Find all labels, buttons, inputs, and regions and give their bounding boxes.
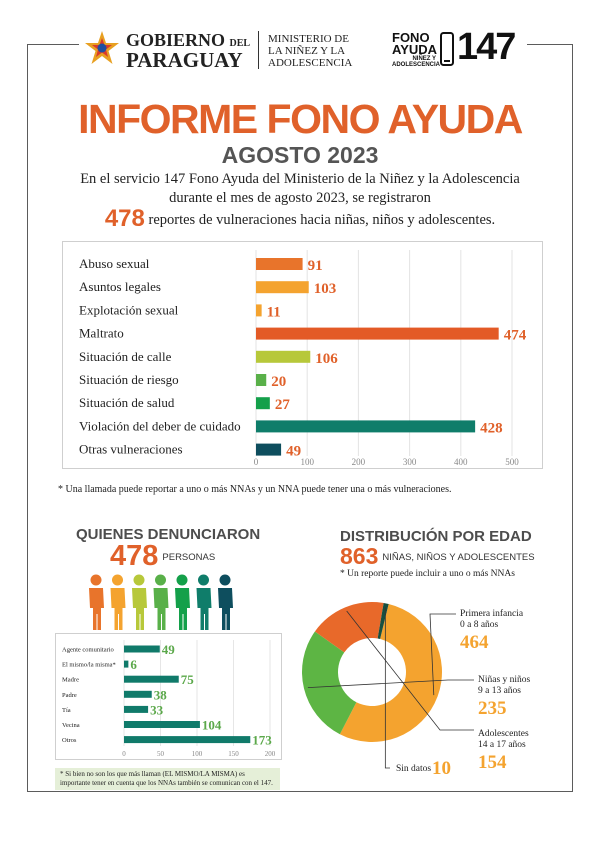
- people-illustration: [86, 574, 246, 632]
- slice-sublabel: 14 a 17 años: [478, 740, 526, 750]
- person-head: [198, 575, 209, 586]
- age-title: DISTRIBUCIÓN POR EDAD: [340, 528, 532, 545]
- ministry-line2: LA NIÑEZ Y LA: [268, 45, 346, 57]
- value-label: 104: [201, 717, 222, 733]
- category-label: Padre: [62, 691, 77, 699]
- value-label: 6: [130, 657, 137, 673]
- category-label: Agente comunitario: [62, 646, 114, 654]
- intro-line3: reportes de vulneraciones hacia niñas, niños y adolescentes.: [148, 212, 496, 228]
- bar: [256, 397, 270, 409]
- fono-number: 147: [457, 26, 515, 68]
- person-head: [155, 575, 166, 586]
- x-tick-label: 400: [454, 457, 468, 467]
- person-head: [91, 575, 102, 586]
- slice-sublabel: 9 a 13 años: [478, 686, 522, 696]
- page-title: INFORME FONO AYUDA: [78, 96, 522, 142]
- slice-value: 154: [478, 752, 507, 773]
- category-label: Situación de salud: [79, 395, 175, 411]
- x-tick-label: 150: [228, 750, 239, 758]
- bar: [256, 374, 266, 386]
- bar: [256, 281, 309, 293]
- gov-line2: PARAGUAY: [126, 48, 243, 72]
- category-label: Situación de riesgo: [79, 372, 179, 387]
- category-label: Asuntos legales: [79, 279, 161, 295]
- person-head: [134, 575, 145, 586]
- phone-icon: [440, 32, 454, 66]
- slice-value: 10: [432, 758, 451, 779]
- bar: [256, 351, 310, 363]
- star-seal-icon: [84, 30, 120, 66]
- slice-label: Niñas y niños: [478, 675, 531, 685]
- x-tick-label: 0: [253, 457, 259, 467]
- category-label: Explotación sexual: [79, 302, 179, 318]
- value-label: 103: [313, 281, 337, 298]
- reporters-total: 478: [110, 540, 159, 572]
- category-label: Vecina: [62, 722, 80, 729]
- x-tick-label: 500: [505, 457, 519, 467]
- bar: [256, 258, 303, 270]
- person-head: [177, 575, 188, 586]
- category-label: El mismo/la misma*: [62, 661, 116, 669]
- value-label: 173: [252, 732, 272, 748]
- person-body: [218, 588, 233, 630]
- frame-top-left: [27, 44, 79, 45]
- person-icon: [132, 575, 147, 631]
- age-total-label: NIÑAS, NIÑOS Y ADOLESCENTES: [382, 552, 535, 563]
- value-label: 474: [503, 327, 527, 344]
- reporters-title: QUIENES DENUNCIARON: [76, 526, 261, 543]
- slice-label: Adolescentes: [478, 729, 529, 739]
- bar: [124, 691, 152, 698]
- person-icon: [89, 575, 104, 631]
- intro-text: [60, 170, 540, 230]
- reporters-note: * Si bien no son los que más llaman (EL MISMO/LA MISMA) es importante tener en cuenta que los NNAs también se comunican con el 147.: [55, 768, 280, 790]
- intro-line2: durante el mes de agosto 2023, se registraron: [169, 190, 431, 206]
- value-label: 27: [274, 397, 290, 414]
- person-icon: [218, 575, 233, 631]
- person-head: [220, 575, 231, 586]
- value-label: 49: [286, 443, 302, 460]
- person-icon: [175, 575, 190, 631]
- gov-line1: GOBIERNO: [126, 30, 226, 50]
- page-subtitle: AGOSTO 2023: [221, 142, 379, 168]
- value-label: 106: [315, 350, 338, 367]
- age-total: 863: [340, 543, 379, 569]
- value-label: 38: [153, 687, 167, 703]
- age-total-row: [340, 543, 535, 570]
- bar: [124, 721, 200, 728]
- violations-note: * Una llamada puede reportar a uno o más NNAs y un NNA puede tener una o más vulneraciones.: [58, 484, 452, 495]
- slice-value: 464: [460, 632, 489, 653]
- frame-top-right: [527, 44, 573, 45]
- person-head: [112, 575, 123, 586]
- value-label: 49: [161, 642, 175, 657]
- slice-sublabel: 0 a 8 años: [460, 620, 499, 630]
- slice-value: 235: [478, 698, 507, 719]
- value-label: 428: [480, 420, 503, 437]
- value-label: 20: [271, 374, 287, 390]
- bar: [124, 706, 148, 713]
- person-icon: [197, 575, 212, 631]
- bar: [124, 661, 128, 668]
- bar: [124, 736, 250, 743]
- category-label: Abuso sexual: [79, 256, 150, 271]
- intro-line1: En el servicio 147 Fono Ayuda del Ministerio de la Niñez y la Adolescencia: [80, 171, 520, 187]
- bar: [124, 676, 179, 683]
- x-tick-label: 50: [157, 750, 164, 758]
- reporters-total-row: [110, 540, 215, 573]
- violations-chart: [63, 242, 544, 470]
- value-label: 33: [150, 702, 164, 718]
- intro-total: 478: [104, 205, 145, 232]
- category-label: Tía: [62, 706, 71, 714]
- reporters-chart: [56, 634, 283, 761]
- x-tick-label: 200: [264, 750, 276, 758]
- ministry-line1: MINISTERIO DE: [268, 33, 349, 45]
- x-tick-label: 100: [191, 750, 203, 758]
- fono-line3: NIÑEZ Y: [412, 56, 436, 62]
- person-body: [154, 588, 169, 630]
- slice-label: Primera infancia: [460, 609, 524, 619]
- person-body: [197, 588, 212, 630]
- bar: [256, 328, 499, 340]
- violations-chart-box: [62, 241, 543, 469]
- category-label: Situación de calle: [79, 348, 172, 364]
- person-icon: [154, 575, 169, 631]
- bar: [256, 304, 262, 316]
- category-label: Maltrato: [79, 325, 124, 341]
- person-icon: [111, 575, 126, 631]
- x-tick-label: 200: [351, 457, 366, 467]
- header-divider: [258, 31, 259, 69]
- reporters-total-label: PERSONAS: [162, 552, 216, 563]
- age-donut-chart: [300, 590, 570, 790]
- reporters-chart-box: [55, 633, 282, 760]
- person-body: [111, 588, 126, 630]
- category-label: Otras vulneraciones: [79, 441, 183, 457]
- age-note: * Un reporte puede incluir a uno o más NNAs: [340, 569, 515, 579]
- category-label: Madre: [62, 676, 79, 684]
- bar: [124, 646, 160, 653]
- fono-line4: ADOLESCENCIA: [392, 62, 441, 68]
- person-body: [132, 588, 147, 630]
- x-tick-label: 0: [122, 750, 126, 758]
- value-label: 91: [307, 258, 323, 274]
- bar: [256, 420, 475, 432]
- category-label: Otros: [62, 737, 77, 745]
- person-body: [175, 588, 190, 630]
- value-label: 11: [266, 304, 281, 321]
- slice-label: Sin datos: [396, 764, 432, 774]
- fono-line2: AYUDA: [392, 42, 438, 57]
- x-tick-label: 100: [300, 457, 314, 467]
- category-label: Violación del deber de cuidado: [79, 418, 241, 434]
- ministry-line3: ADOLESCENCIA: [268, 57, 353, 69]
- x-tick-label: 300: [402, 457, 417, 467]
- header: [80, 18, 530, 78]
- fono-line1: FONO: [392, 30, 430, 45]
- value-label: 75: [180, 672, 194, 688]
- person-body: [89, 588, 104, 630]
- gov-del: DEL: [229, 38, 251, 49]
- bar: [256, 444, 281, 456]
